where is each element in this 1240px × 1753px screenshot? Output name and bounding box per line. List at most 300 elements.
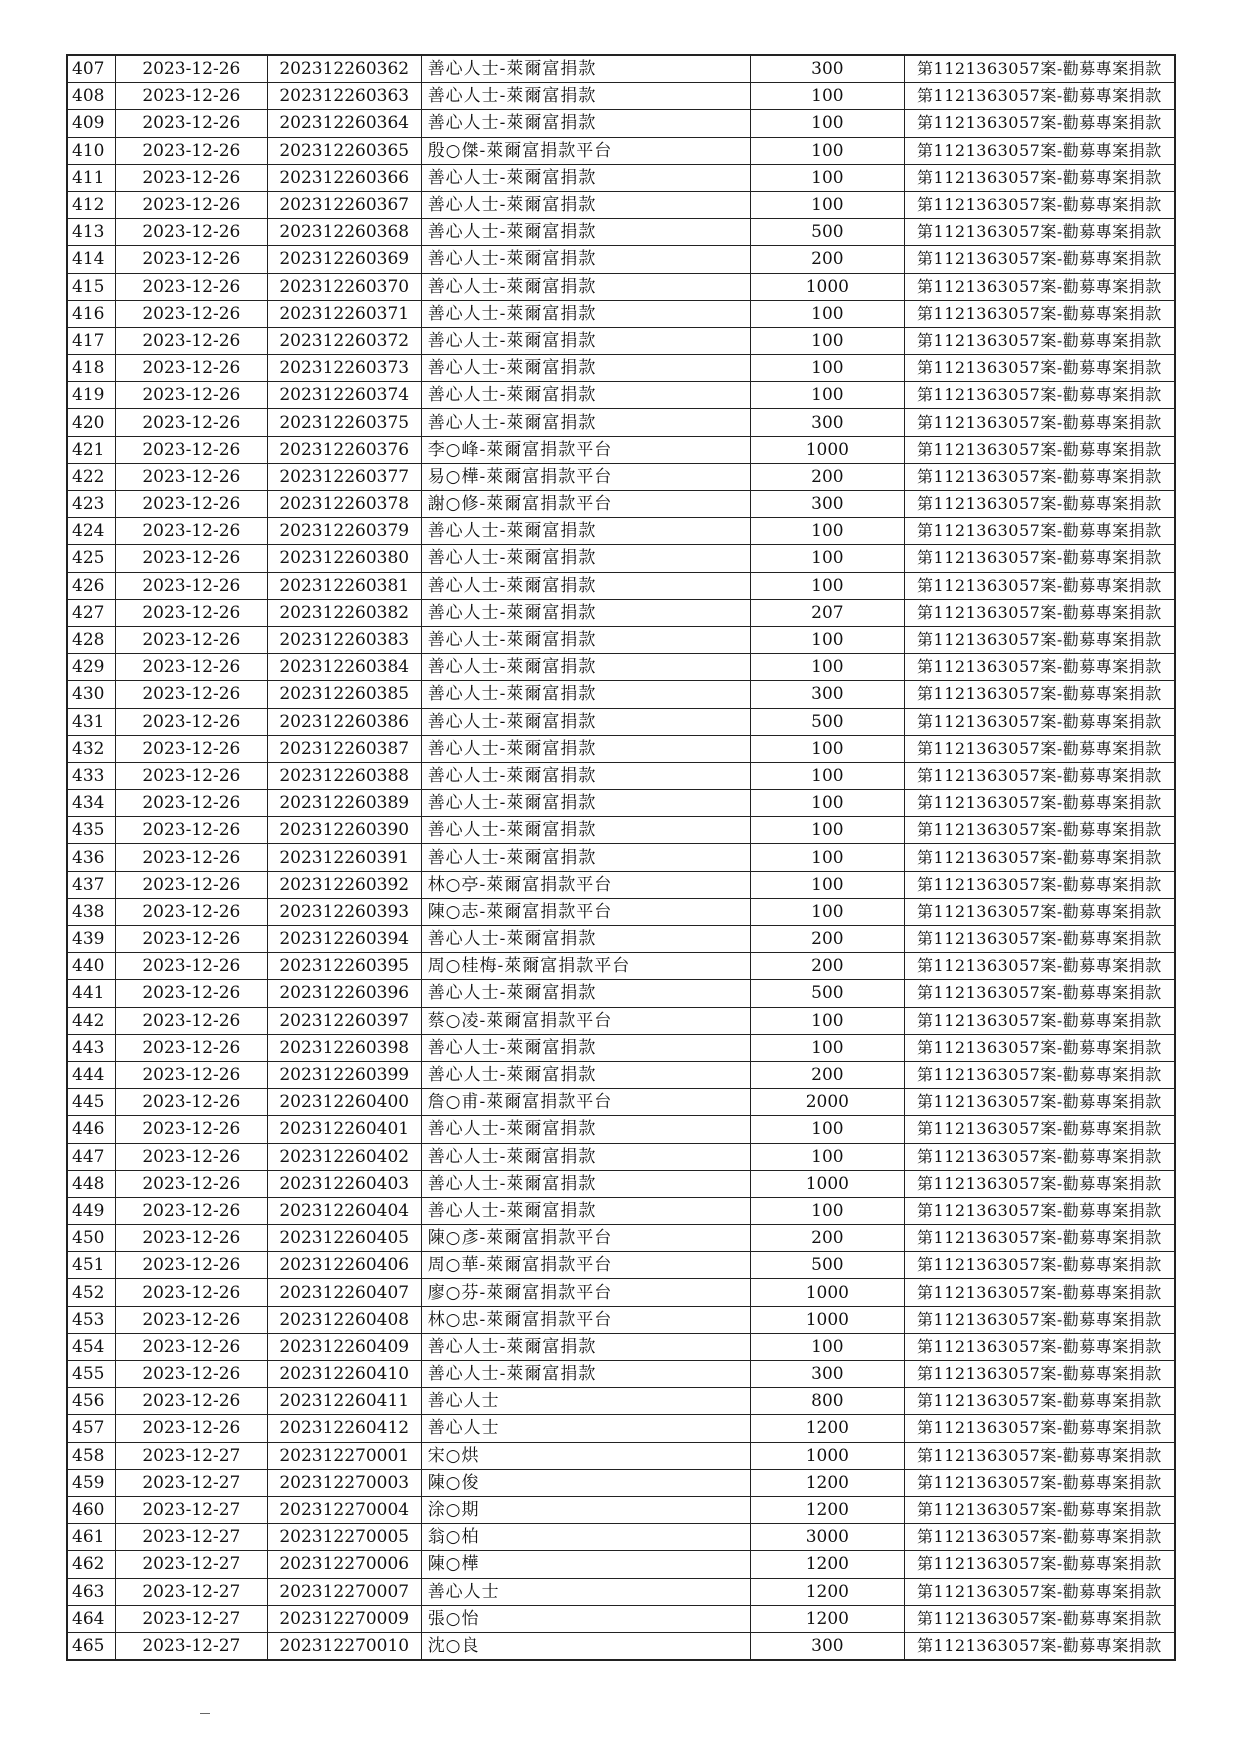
donor-name: 善心人士-萊爾富捐款: [421, 382, 750, 409]
donation-amount: 200: [750, 953, 904, 980]
row-number: 431: [67, 708, 115, 735]
case-note: 第1121363057案-勸募專案捐款: [904, 246, 1175, 273]
case-note: 第1121363057案-勸募專案捐款: [904, 355, 1175, 382]
donation-date: 2023-12-26: [115, 1388, 267, 1415]
row-number: 456: [67, 1388, 115, 1415]
donation-date: 2023-12-26: [115, 790, 267, 817]
table-row: [67, 1007, 1175, 1034]
table-row: [67, 1116, 1175, 1143]
donation-date: 2023-12-26: [115, 654, 267, 681]
donation-date: 2023-12-27: [115, 1524, 267, 1551]
donation-date: 2023-12-26: [115, 844, 267, 871]
case-note: 第1121363057案-勸募專案捐款: [904, 898, 1175, 925]
donation-date: 2023-12-26: [115, 409, 267, 436]
donor-name: 善心人士-萊爾富捐款: [421, 1061, 750, 1088]
donation-date: 2023-12-26: [115, 55, 267, 83]
table-row: [67, 273, 1175, 300]
donation-date: 2023-12-26: [115, 599, 267, 626]
case-note: 第1121363057案-勸募專案捐款: [904, 327, 1175, 354]
donor-name: 陳○彥-萊爾富捐款平台: [421, 1225, 750, 1252]
case-note: 第1121363057案-勸募專案捐款: [904, 1034, 1175, 1061]
receipt-number: 202312260377: [267, 463, 421, 490]
table-row: [67, 599, 1175, 626]
donation-amount: 100: [750, 1007, 904, 1034]
donor-name: 善心人士-萊爾富捐款: [421, 790, 750, 817]
case-note: 第1121363057案-勸募專案捐款: [904, 735, 1175, 762]
donor-name: 謝○修-萊爾富捐款平台: [421, 491, 750, 518]
table-row: [67, 844, 1175, 871]
donation-amount: 100: [750, 626, 904, 653]
donation-amount: 100: [750, 572, 904, 599]
case-note: 第1121363057案-勸募專案捐款: [904, 953, 1175, 980]
donation-date: 2023-12-27: [115, 1632, 267, 1660]
receipt-number: 202312260396: [267, 980, 421, 1007]
case-note: 第1121363057案-勸募專案捐款: [904, 518, 1175, 545]
table-row: [67, 762, 1175, 789]
row-number: 455: [67, 1361, 115, 1388]
case-note: 第1121363057案-勸募專案捐款: [904, 1605, 1175, 1632]
donation-date: 2023-12-27: [115, 1469, 267, 1496]
receipt-number: 202312260407: [267, 1279, 421, 1306]
donation-amount: 200: [750, 926, 904, 953]
table-row: [67, 926, 1175, 953]
donor-name: 善心人士-萊爾富捐款: [421, 219, 750, 246]
donor-name: 善心人士-萊爾富捐款: [421, 599, 750, 626]
donation-amount: 100: [750, 545, 904, 572]
receipt-number: 202312260392: [267, 871, 421, 898]
case-note: 第1121363057案-勸募專案捐款: [904, 436, 1175, 463]
table-row: [67, 1578, 1175, 1605]
donation-amount: 100: [750, 1197, 904, 1224]
receipt-number: 202312260390: [267, 817, 421, 844]
donation-date: 2023-12-26: [115, 436, 267, 463]
donation-amount: 1200: [750, 1496, 904, 1523]
table-row: [67, 790, 1175, 817]
receipt-number: 202312260405: [267, 1225, 421, 1252]
case-note: 第1121363057案-勸募專案捐款: [904, 1361, 1175, 1388]
donation-amount: 100: [750, 164, 904, 191]
row-number: 426: [67, 572, 115, 599]
case-note: 第1121363057案-勸募專案捐款: [904, 1279, 1175, 1306]
donation-date: 2023-12-26: [115, 871, 267, 898]
donor-name: 易○樺-萊爾富捐款平台: [421, 463, 750, 490]
row-number: 461: [67, 1524, 115, 1551]
row-number: 452: [67, 1279, 115, 1306]
receipt-number: 202312260370: [267, 273, 421, 300]
case-note: 第1121363057案-勸募專案捐款: [904, 1197, 1175, 1224]
receipt-number: 202312260389: [267, 790, 421, 817]
table-row: [67, 953, 1175, 980]
donor-name: 善心人士-萊爾富捐款: [421, 191, 750, 218]
donation-date: 2023-12-26: [115, 708, 267, 735]
donation-date: 2023-12-26: [115, 1333, 267, 1360]
donation-date: 2023-12-26: [115, 898, 267, 925]
donation-amount: 300: [750, 1361, 904, 1388]
table-row: [67, 1496, 1175, 1523]
donor-name: 林○忠-萊爾富捐款平台: [421, 1306, 750, 1333]
donation-date: 2023-12-26: [115, 463, 267, 490]
donor-name: 善心人士-萊爾富捐款: [421, 980, 750, 1007]
donation-date: 2023-12-26: [115, 1197, 267, 1224]
donor-name: 張○怡: [421, 1605, 750, 1632]
donation-amount: 1200: [750, 1605, 904, 1632]
donation-amount: 100: [750, 83, 904, 110]
case-note: 第1121363057案-勸募專案捐款: [904, 1116, 1175, 1143]
donation-amount: 2000: [750, 1089, 904, 1116]
case-note: 第1121363057案-勸募專案捐款: [904, 762, 1175, 789]
donation-amount: 100: [750, 1116, 904, 1143]
donation-amount: 100: [750, 137, 904, 164]
receipt-number: 202312260363: [267, 83, 421, 110]
row-number: 433: [67, 762, 115, 789]
row-number: 436: [67, 844, 115, 871]
receipt-number: 202312260394: [267, 926, 421, 953]
donor-name: 宋○烘: [421, 1442, 750, 1469]
case-note: 第1121363057案-勸募專案捐款: [904, 844, 1175, 871]
donation-amount: 100: [750, 871, 904, 898]
donor-name: 周○華-萊爾富捐款平台: [421, 1252, 750, 1279]
receipt-number: 202312260368: [267, 219, 421, 246]
donor-name: 善心人士-萊爾富捐款: [421, 844, 750, 871]
receipt-number: 202312270005: [267, 1524, 421, 1551]
row-number: 409: [67, 110, 115, 137]
donation-amount: 1000: [750, 1279, 904, 1306]
donor-name: 善心人士-萊爾富捐款: [421, 1333, 750, 1360]
donation-date: 2023-12-26: [115, 164, 267, 191]
receipt-number: 202312260379: [267, 518, 421, 545]
donation-amount: 300: [750, 409, 904, 436]
row-number: 414: [67, 246, 115, 273]
receipt-number: 202312260395: [267, 953, 421, 980]
donation-date: 2023-12-26: [115, 518, 267, 545]
row-number: 450: [67, 1225, 115, 1252]
donation-date: 2023-12-27: [115, 1442, 267, 1469]
receipt-number: 202312260364: [267, 110, 421, 137]
case-note: 第1121363057案-勸募專案捐款: [904, 164, 1175, 191]
donor-name: 林○亭-萊爾富捐款平台: [421, 871, 750, 898]
donation-date: 2023-12-27: [115, 1578, 267, 1605]
donation-amount: 1000: [750, 1306, 904, 1333]
donation-amount: 100: [750, 790, 904, 817]
receipt-number: 202312260397: [267, 1007, 421, 1034]
donor-name: 詹○甫-萊爾富捐款平台: [421, 1089, 750, 1116]
donation-date: 2023-12-26: [115, 626, 267, 653]
receipt-number: 202312260384: [267, 654, 421, 681]
table-row: [67, 1279, 1175, 1306]
case-note: 第1121363057案-勸募專案捐款: [904, 1551, 1175, 1578]
row-number: 407: [67, 55, 115, 83]
case-note: 第1121363057案-勸募專案捐款: [904, 1578, 1175, 1605]
table-row: [67, 735, 1175, 762]
donation-amount: 300: [750, 681, 904, 708]
table-row: [67, 545, 1175, 572]
table-row: [67, 1089, 1175, 1116]
table-row: [67, 1061, 1175, 1088]
donation-date: 2023-12-26: [115, 1061, 267, 1088]
row-number: 458: [67, 1442, 115, 1469]
donor-name: 善心人士-萊爾富捐款: [421, 327, 750, 354]
receipt-number: 202312260381: [267, 572, 421, 599]
receipt-number: 202312260402: [267, 1143, 421, 1170]
donation-amount: 100: [750, 1143, 904, 1170]
case-note: 第1121363057案-勸募專案捐款: [904, 1007, 1175, 1034]
receipt-number: 202312270007: [267, 1578, 421, 1605]
donation-amount: 100: [750, 355, 904, 382]
row-number: 432: [67, 735, 115, 762]
donor-name: 善心人士-萊爾富捐款: [421, 300, 750, 327]
donor-name: 善心人士: [421, 1578, 750, 1605]
receipt-number: 202312270001: [267, 1442, 421, 1469]
donation-amount: 100: [750, 817, 904, 844]
table-row: [67, 1415, 1175, 1442]
receipt-number: 202312260369: [267, 246, 421, 273]
donor-name: 善心人士-萊爾富捐款: [421, 572, 750, 599]
donation-date: 2023-12-26: [115, 191, 267, 218]
row-number: 412: [67, 191, 115, 218]
donor-name: 善心人士-萊爾富捐款: [421, 409, 750, 436]
donation-amount: 300: [750, 55, 904, 83]
table-row: [67, 409, 1175, 436]
case-note: 第1121363057案-勸募專案捐款: [904, 409, 1175, 436]
donation-table-body: [67, 55, 1175, 1660]
donation-date: 2023-12-26: [115, 327, 267, 354]
receipt-number: 202312260399: [267, 1061, 421, 1088]
case-note: 第1121363057案-勸募專案捐款: [904, 1061, 1175, 1088]
case-note: 第1121363057案-勸募專案捐款: [904, 1388, 1175, 1415]
row-number: 419: [67, 382, 115, 409]
donor-name: 善心人士-萊爾富捐款: [421, 355, 750, 382]
row-number: 465: [67, 1632, 115, 1660]
donation-date: 2023-12-26: [115, 1143, 267, 1170]
donor-name: 善心人士-萊爾富捐款: [421, 164, 750, 191]
table-row: [67, 1442, 1175, 1469]
donor-name: 沈○良: [421, 1632, 750, 1660]
donation-date: 2023-12-27: [115, 1496, 267, 1523]
case-note: 第1121363057案-勸募專案捐款: [904, 1469, 1175, 1496]
row-number: 410: [67, 137, 115, 164]
receipt-number: 202312260376: [267, 436, 421, 463]
table-row: [67, 164, 1175, 191]
case-note: 第1121363057案-勸募專案捐款: [904, 599, 1175, 626]
receipt-number: 202312260393: [267, 898, 421, 925]
case-note: 第1121363057案-勸募專案捐款: [904, 137, 1175, 164]
donation-date: 2023-12-27: [115, 1551, 267, 1578]
row-number: 442: [67, 1007, 115, 1034]
table-row: [67, 980, 1175, 1007]
receipt-number: 202312260367: [267, 191, 421, 218]
receipt-number: 202312260374: [267, 382, 421, 409]
donation-amount: 100: [750, 898, 904, 925]
table-row: [67, 1632, 1175, 1660]
donation-amount: 500: [750, 1252, 904, 1279]
donation-amount: 800: [750, 1388, 904, 1415]
donor-name: 善心人士-萊爾富捐款: [421, 83, 750, 110]
table-row: [67, 110, 1175, 137]
donation-amount: 100: [750, 762, 904, 789]
row-number: 463: [67, 1578, 115, 1605]
receipt-number: 202312260373: [267, 355, 421, 382]
receipt-number: 202312260408: [267, 1306, 421, 1333]
donation-amount: 200: [750, 1061, 904, 1088]
table-row: [67, 817, 1175, 844]
donation-date: 2023-12-26: [115, 1116, 267, 1143]
donor-name: 善心人士-萊爾富捐款: [421, 762, 750, 789]
donor-name: 廖○芬-萊爾富捐款平台: [421, 1279, 750, 1306]
donation-date: 2023-12-26: [115, 735, 267, 762]
receipt-number: 202312260411: [267, 1388, 421, 1415]
case-note: 第1121363057案-勸募專案捐款: [904, 300, 1175, 327]
donor-name: 翁○柏: [421, 1524, 750, 1551]
case-note: 第1121363057案-勸募專案捐款: [904, 1333, 1175, 1360]
donation-date: 2023-12-26: [115, 273, 267, 300]
donor-name: 涂○期: [421, 1496, 750, 1523]
receipt-number: 202312270003: [267, 1469, 421, 1496]
donor-name: 善心人士-萊爾富捐款: [421, 273, 750, 300]
donation-date: 2023-12-26: [115, 545, 267, 572]
receipt-number: 202312260400: [267, 1089, 421, 1116]
table-row: [67, 1361, 1175, 1388]
receipt-number: 202312260404: [267, 1197, 421, 1224]
table-row: [67, 626, 1175, 653]
receipt-number: 202312260412: [267, 1415, 421, 1442]
table-row: [67, 1170, 1175, 1197]
case-note: 第1121363057案-勸募專案捐款: [904, 926, 1175, 953]
case-note: 第1121363057案-勸募專案捐款: [904, 790, 1175, 817]
donation-amount: 1000: [750, 1170, 904, 1197]
case-note: 第1121363057案-勸募專案捐款: [904, 219, 1175, 246]
case-note: 第1121363057案-勸募專案捐款: [904, 1089, 1175, 1116]
donation-amount: 100: [750, 1333, 904, 1360]
donation-date: 2023-12-26: [115, 681, 267, 708]
row-number: 446: [67, 1116, 115, 1143]
table-row: [67, 355, 1175, 382]
case-note: 第1121363057案-勸募專案捐款: [904, 1632, 1175, 1660]
receipt-number: 202312260378: [267, 491, 421, 518]
donor-name: 殷○傑-萊爾富捐款平台: [421, 137, 750, 164]
table-row: [67, 1252, 1175, 1279]
case-note: 第1121363057案-勸募專案捐款: [904, 871, 1175, 898]
table-row: [67, 436, 1175, 463]
donor-name: 善心人士-萊爾富捐款: [421, 1034, 750, 1061]
case-note: 第1121363057案-勸募專案捐款: [904, 273, 1175, 300]
receipt-number: 202312270006: [267, 1551, 421, 1578]
donor-name: 善心人士: [421, 1415, 750, 1442]
donation-date: 2023-12-27: [115, 1605, 267, 1632]
donation-date: 2023-12-26: [115, 1361, 267, 1388]
donation-amount: 200: [750, 1225, 904, 1252]
donor-name: 李○峰-萊爾富捐款平台: [421, 436, 750, 463]
case-note: 第1121363057案-勸募專案捐款: [904, 191, 1175, 218]
donation-amount: 200: [750, 246, 904, 273]
row-number: 418: [67, 355, 115, 382]
row-number: 415: [67, 273, 115, 300]
donation-amount: 1200: [750, 1551, 904, 1578]
receipt-number: 202312270004: [267, 1496, 421, 1523]
donation-date: 2023-12-26: [115, 1170, 267, 1197]
case-note: 第1121363057案-勸募專案捐款: [904, 1415, 1175, 1442]
donor-name: 蔡○凌-萊爾富捐款平台: [421, 1007, 750, 1034]
donation-date: 2023-12-26: [115, 980, 267, 1007]
row-number: 417: [67, 327, 115, 354]
donation-date: 2023-12-26: [115, 355, 267, 382]
table-row: [67, 898, 1175, 925]
row-number: 425: [67, 545, 115, 572]
receipt-number: 202312260383: [267, 626, 421, 653]
row-number: 453: [67, 1306, 115, 1333]
receipt-number: 202312260385: [267, 681, 421, 708]
row-number: 460: [67, 1496, 115, 1523]
donation-date: 2023-12-26: [115, 137, 267, 164]
table-row: [67, 1524, 1175, 1551]
table-row: [67, 327, 1175, 354]
donor-name: 善心人士-萊爾富捐款: [421, 110, 750, 137]
row-number: 422: [67, 463, 115, 490]
donor-name: 陳○俊: [421, 1469, 750, 1496]
donation-amount: 100: [750, 382, 904, 409]
donor-name: 善心人士-萊爾富捐款: [421, 817, 750, 844]
row-number: 451: [67, 1252, 115, 1279]
case-note: 第1121363057案-勸募專案捐款: [904, 83, 1175, 110]
receipt-number: 202312260371: [267, 300, 421, 327]
donor-name: 善心人士-萊爾富捐款: [421, 1143, 750, 1170]
donation-amount: 1000: [750, 1442, 904, 1469]
donation-date: 2023-12-26: [115, 1306, 267, 1333]
case-note: 第1121363057案-勸募專案捐款: [904, 681, 1175, 708]
donation-amount: 1000: [750, 273, 904, 300]
donation-amount: 207: [750, 599, 904, 626]
donor-name: 善心人士-萊爾富捐款: [421, 1361, 750, 1388]
receipt-number: 202312260388: [267, 762, 421, 789]
row-number: 429: [67, 654, 115, 681]
donor-name: 善心人士: [421, 1388, 750, 1415]
donation-amount: 100: [750, 327, 904, 354]
case-note: 第1121363057案-勸募專案捐款: [904, 382, 1175, 409]
donation-amount: 100: [750, 844, 904, 871]
receipt-number: 202312260401: [267, 1116, 421, 1143]
donation-date: 2023-12-26: [115, 1415, 267, 1442]
row-number: 445: [67, 1089, 115, 1116]
table-row: [67, 654, 1175, 681]
donation-amount: 100: [750, 110, 904, 137]
donation-date: 2023-12-26: [115, 219, 267, 246]
case-note: 第1121363057案-勸募專案捐款: [904, 1496, 1175, 1523]
donation-amount: 500: [750, 219, 904, 246]
row-number: 411: [67, 164, 115, 191]
receipt-number: 202312260406: [267, 1252, 421, 1279]
donation-amount: 300: [750, 1632, 904, 1660]
footer-mark: [200, 1713, 210, 1714]
case-note: 第1121363057案-勸募專案捐款: [904, 1524, 1175, 1551]
table-row: [67, 191, 1175, 218]
row-number: 430: [67, 681, 115, 708]
case-note: 第1121363057案-勸募專案捐款: [904, 1252, 1175, 1279]
row-number: 434: [67, 790, 115, 817]
donation-date: 2023-12-26: [115, 817, 267, 844]
row-number: 420: [67, 409, 115, 436]
case-note: 第1121363057案-勸募專案捐款: [904, 980, 1175, 1007]
row-number: 438: [67, 898, 115, 925]
donation-date: 2023-12-26: [115, 1225, 267, 1252]
donor-name: 善心人士-萊爾富捐款: [421, 1170, 750, 1197]
row-number: 413: [67, 219, 115, 246]
donation-date: 2023-12-26: [115, 382, 267, 409]
case-note: 第1121363057案-勸募專案捐款: [904, 1225, 1175, 1252]
row-number: 421: [67, 436, 115, 463]
receipt-number: 202312260410: [267, 1361, 421, 1388]
row-number: 462: [67, 1551, 115, 1578]
donation-date: 2023-12-26: [115, 246, 267, 273]
donation-date: 2023-12-26: [115, 83, 267, 110]
